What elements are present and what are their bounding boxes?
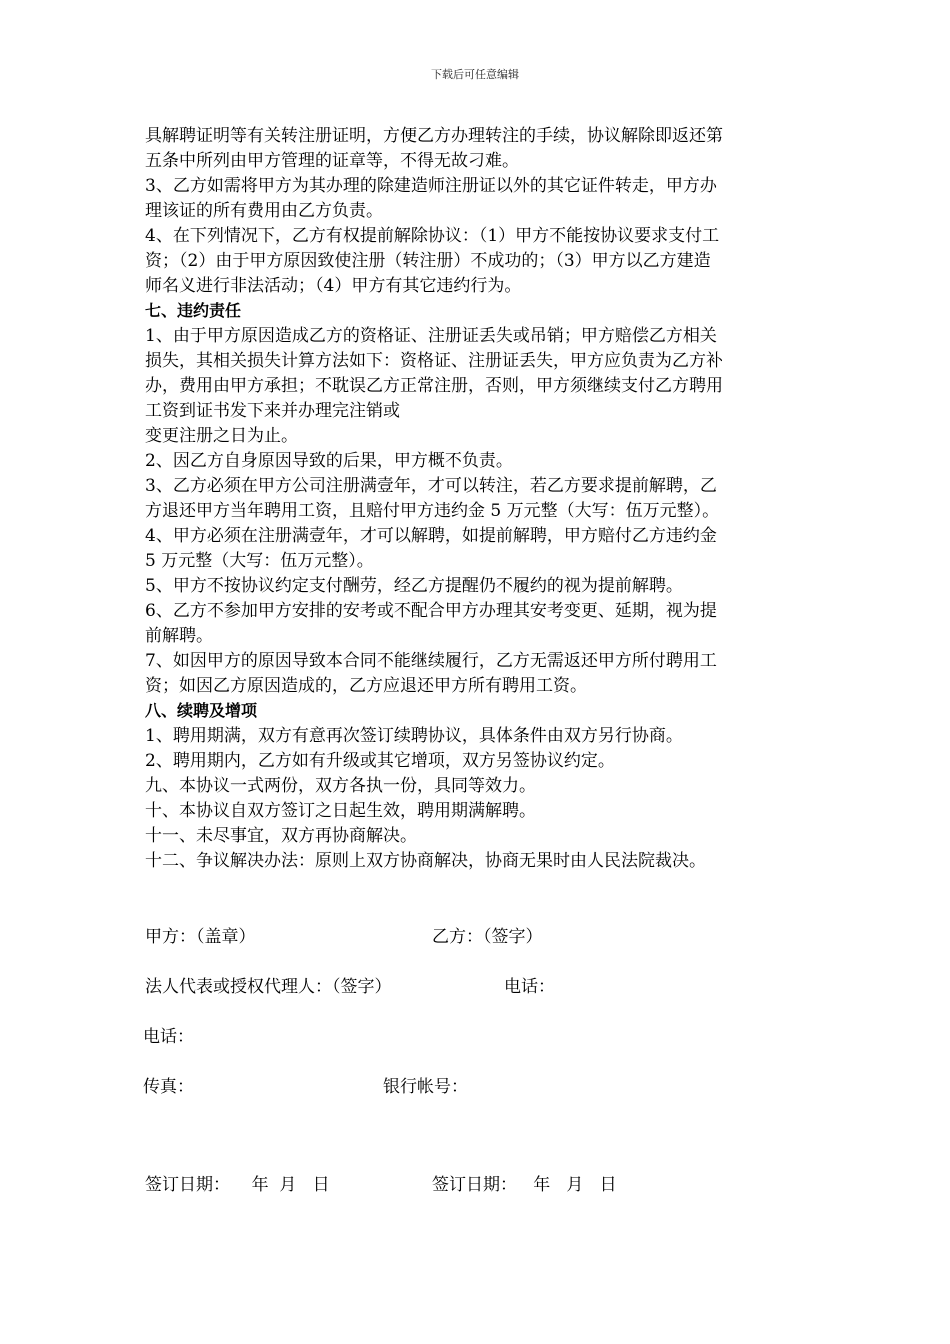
paragraph-line: 4、在下列情况下，乙方有权提前解除协议：（1）甲方不能按协议要求支付工 bbox=[145, 226, 720, 246]
legal-representative: 法人代表或授权代理人：（签字） bbox=[145, 977, 392, 997]
section-heading: 七、违约责任 bbox=[145, 301, 242, 320]
paragraph-line: 1、聘用期满，双方有意再次签订续聘协议，具体条件由双方另行协商。 bbox=[145, 726, 683, 746]
paragraph-line: 资；（2）由于甲方原因致使注册（转注册）不成功的；（3）甲方以乙方建造 bbox=[145, 251, 711, 271]
party-b-phone: 电话： bbox=[504, 977, 555, 997]
paragraph-line: 5、甲方不按协议约定支付酬劳，经乙方提醒仍不履约的视为提前解聘。 bbox=[145, 576, 683, 596]
party-a-seal: 甲方：（盖章） bbox=[145, 927, 256, 947]
section-heading: 八、续聘及增项 bbox=[145, 701, 258, 720]
paragraph-line: 方退还甲方当年聘用工资，且赔付甲方违约金 5 万元整（大写：伍万元整）。 bbox=[145, 501, 720, 521]
paragraph-line: 7、如因甲方的原因导致本合同不能继续履行，乙方无需返还甲方所付聘用工 bbox=[145, 651, 717, 671]
paragraph-line: 1、由于甲方原因造成乙方的资格证、注册证丢失或吊销；甲方赔偿乙方相关 bbox=[145, 326, 717, 346]
paragraph-line: 5 万元整（大写：伍万元整）。 bbox=[145, 551, 374, 571]
paragraph-line: 3、乙方如需将甲方为其办理的除建造师注册证以外的其它证件转走，甲方办 bbox=[145, 176, 717, 196]
party-a-fax: 传真： bbox=[143, 1077, 194, 1097]
sign-date-left: 签订日期： 年 月 日 bbox=[145, 1175, 330, 1195]
paragraph-line: 九、本协议一式两份，双方各执一份，具同等效力。 bbox=[145, 776, 536, 796]
paragraph-line: 五条中所列由甲方管理的证章等，不得无故刁难。 bbox=[145, 151, 519, 171]
sign-date-right: 签订日期： 年 月 日 bbox=[432, 1175, 617, 1195]
paragraph-line: 变更注册之日为止。 bbox=[145, 426, 298, 446]
paragraph-line: 3、乙方必须在甲方公司注册满壹年，才可以转注，若乙方要求提前解聘，乙 bbox=[145, 476, 717, 496]
paragraph-line: 十、本协议自双方签订之日起生效，聘用期满解聘。 bbox=[145, 801, 536, 821]
paragraph-line: 2、聘用期内，乙方如有升级或其它增项，双方另签协议约定。 bbox=[145, 751, 615, 771]
page-header: 下载后可任意编辑 bbox=[431, 68, 519, 81]
paragraph-line: 具解聘证明等有关转注册证明，方便乙方办理转注的手续，协议解除即返还第 bbox=[145, 126, 723, 146]
party-a-phone: 电话： bbox=[143, 1027, 194, 1047]
paragraph-line: 理该证的所有费用由乙方负责。 bbox=[145, 201, 383, 221]
paragraph-line: 资；如因乙方原因造成的，乙方应退还甲方所有聘用工资。 bbox=[145, 676, 587, 696]
paragraph-line: 工资到证书发下来并办理完注销或 bbox=[145, 401, 400, 421]
paragraph-line: 6、乙方不参加甲方安排的安考或不配合甲方办理其安考变更、延期，视为提 bbox=[145, 601, 717, 621]
party-b-signature: 乙方：（签字） bbox=[432, 927, 543, 947]
paragraph-line: 办，费用由甲方承担；不耽误乙方正常注册，否则，甲方须继续支付乙方聘用 bbox=[145, 376, 723, 396]
paragraph-line: 师名义进行非法活动；（4）甲方有其它违约行为。 bbox=[145, 276, 522, 296]
paragraph-line: 4、甲方必须在注册满壹年，才可以解聘，如提前解聘，甲方赔付乙方违约金 bbox=[145, 526, 717, 546]
paragraph-line: 十一、未尽事宜，双方再协商解决。 bbox=[145, 826, 417, 846]
paragraph-line: 损失，其相关损失计算方法如下：资格证、注册证丢失，甲方应负责为乙方补 bbox=[145, 351, 723, 371]
paragraph-line: 前解聘。 bbox=[145, 626, 213, 646]
paragraph-line: 十二、争议解决办法：原则上双方协商解决，协商无果时由人民法院裁决。 bbox=[145, 851, 706, 871]
paragraph-line: 2、因乙方自身原因导致的后果，甲方概不负责。 bbox=[145, 451, 513, 471]
bank-account: 银行帐号： bbox=[383, 1077, 468, 1097]
